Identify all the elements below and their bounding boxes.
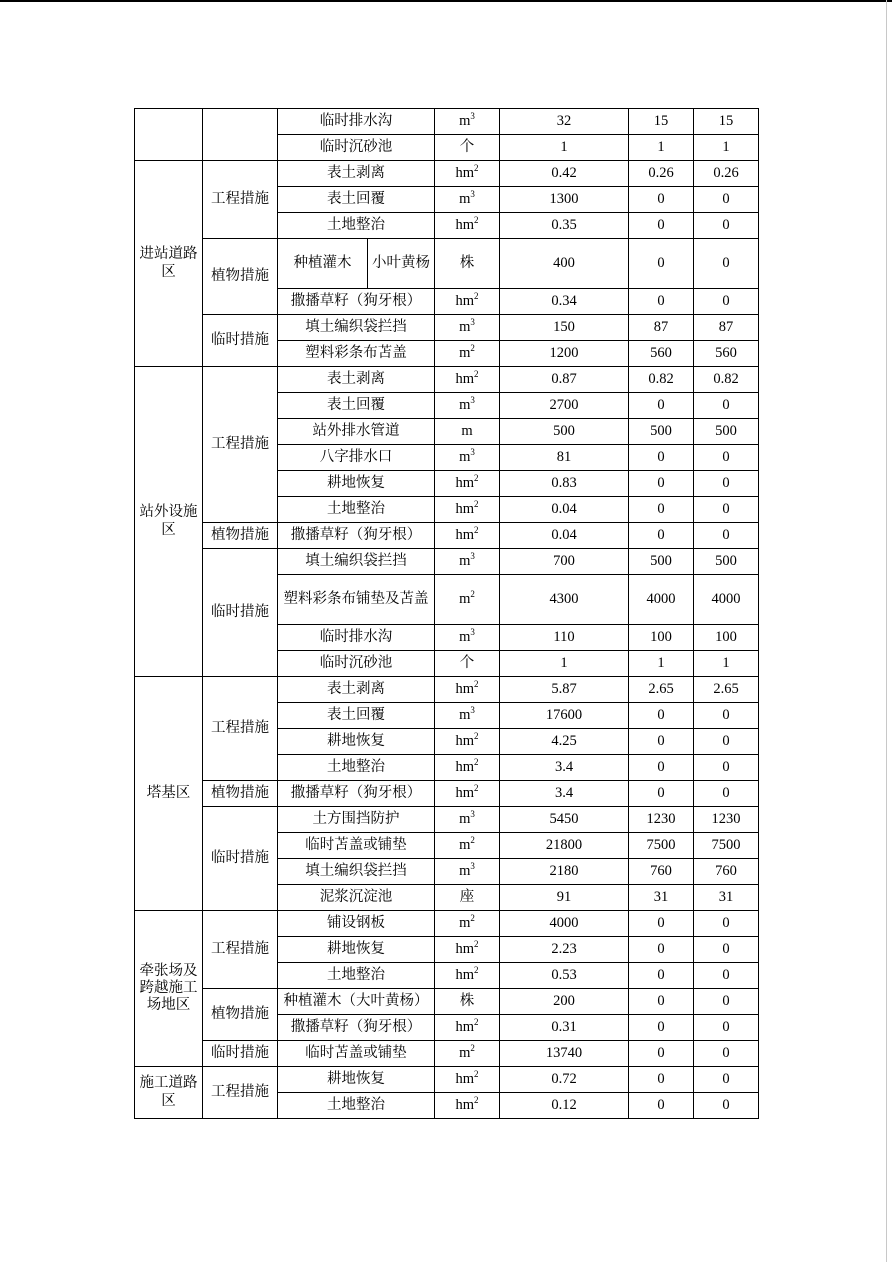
verified-cell: 0 [694, 755, 759, 781]
measure-cell: 土方围挡防护 [278, 807, 435, 833]
unit-cell [435, 523, 500, 549]
unit-cell [435, 651, 500, 677]
unit-label: hm [455, 164, 475, 181]
completed-cell: 0 [629, 1067, 694, 1093]
planned-cell: 0.42 [500, 161, 629, 187]
table-body [135, 109, 759, 1119]
verified-cell: 560 [694, 341, 759, 367]
unit-label: hm [455, 732, 475, 749]
unit-cell [435, 729, 500, 755]
completed-cell: 0 [629, 781, 694, 807]
planned-cell: 1 [500, 135, 629, 161]
verified-cell: 0 [694, 497, 759, 523]
unit-cell [435, 625, 500, 651]
table-row [135, 549, 759, 575]
measure-cell: 塑料彩条布苫盖 [278, 341, 435, 367]
measure-cell: 表土回覆 [278, 187, 435, 213]
unit-label: m [459, 112, 471, 129]
measure-sub-cell: 小叶黄杨 [368, 239, 435, 289]
category-cell: 植物措施 [203, 781, 278, 807]
completed-cell: 0 [629, 703, 694, 729]
unit-exponent: 2 [474, 1068, 479, 1079]
measure-cell: 塑料彩条布铺垫及苫盖 [278, 575, 435, 625]
completed-cell: 31 [629, 885, 694, 911]
unit-label: m [459, 628, 471, 645]
planned-cell: 0.12 [500, 1093, 629, 1119]
area-cell: 牵张场及跨越施工场地区 [135, 911, 203, 1067]
unit-cell [435, 1015, 500, 1041]
measure-cell: 土地整治 [278, 497, 435, 523]
measure-cell: 撒播草籽（狗牙根） [278, 781, 435, 807]
planned-cell: 5450 [500, 807, 629, 833]
unit-cell [435, 445, 500, 471]
completed-cell: 0.82 [629, 367, 694, 393]
planned-cell: 2700 [500, 393, 629, 419]
planned-cell: 0.04 [500, 523, 629, 549]
planned-cell: 5.87 [500, 677, 629, 703]
measure-cell: 站外排水管道 [278, 419, 435, 445]
planned-cell: 0.83 [500, 471, 629, 497]
table-row [135, 677, 759, 703]
unit-label: hm [455, 1070, 475, 1087]
unit-cell [435, 187, 500, 213]
completed-cell: 1 [629, 651, 694, 677]
unit-exponent: 2 [474, 782, 479, 793]
measure-cell: 临时苫盖或铺垫 [278, 833, 435, 859]
table-row [135, 807, 759, 833]
planned-cell: 0.35 [500, 213, 629, 239]
unit-exponent: 2 [470, 1042, 475, 1053]
measure-cell: 土地整治 [278, 1093, 435, 1119]
unit-label: m [459, 1044, 471, 1061]
completed-cell: 0 [629, 213, 694, 239]
verified-cell: 0 [694, 703, 759, 729]
completed-cell: 0 [629, 1093, 694, 1119]
unit-cell [435, 239, 500, 289]
verified-cell: 0 [694, 989, 759, 1015]
planned-cell: 91 [500, 885, 629, 911]
measure-cell: 土地整治 [278, 963, 435, 989]
verified-cell: 0 [694, 289, 759, 315]
unit-label: m [459, 590, 471, 607]
verified-cell: 760 [694, 859, 759, 885]
unit-exponent: 2 [474, 1016, 479, 1027]
measure-cell: 种植灌木 [278, 239, 368, 289]
unit-cell [435, 367, 500, 393]
completed-cell: 1230 [629, 807, 694, 833]
unit-cell [435, 755, 500, 781]
completed-cell: 560 [629, 341, 694, 367]
verified-cell: 15 [694, 109, 759, 135]
unit-cell [435, 937, 500, 963]
unit-label: hm [455, 474, 475, 491]
completed-cell: 0 [629, 523, 694, 549]
unit-exponent: 2 [474, 214, 479, 225]
unit-label: hm [455, 680, 475, 697]
unit-cell [435, 213, 500, 239]
unit-exponent: 3 [470, 626, 475, 637]
planned-cell: 32 [500, 109, 629, 135]
measure-cell: 撒播草籽（狗牙根） [278, 523, 435, 549]
completed-cell: 2.65 [629, 677, 694, 703]
planned-cell: 500 [500, 419, 629, 445]
verified-cell: 500 [694, 549, 759, 575]
verified-cell: 1 [694, 135, 759, 161]
unit-label: hm [455, 216, 475, 233]
unit-exponent: 3 [470, 446, 475, 457]
unit-cell [435, 161, 500, 187]
unit-label: hm [455, 784, 475, 801]
unit-exponent: 2 [474, 1094, 479, 1105]
unit-exponent: 3 [470, 316, 475, 327]
planned-cell: 0.53 [500, 963, 629, 989]
measure-cell: 填土编织袋拦挡 [278, 859, 435, 885]
unit-cell [435, 419, 500, 445]
category-cell: 工程措施 [203, 367, 278, 523]
planned-cell: 17600 [500, 703, 629, 729]
unit-exponent: 2 [474, 498, 479, 509]
unit-exponent: 2 [470, 342, 475, 353]
completed-cell: 760 [629, 859, 694, 885]
planned-cell: 0.87 [500, 367, 629, 393]
planned-cell: 4300 [500, 575, 629, 625]
planned-cell: 0.34 [500, 289, 629, 315]
area-cell: 站外设施区 [135, 367, 203, 677]
measure-cell: 耕地恢复 [278, 937, 435, 963]
planned-cell: 0.31 [500, 1015, 629, 1041]
unit-label: m [459, 396, 471, 413]
completed-cell: 0 [629, 911, 694, 937]
category-cell: 植物措施 [203, 523, 278, 549]
unit-exponent: 3 [470, 394, 475, 405]
planned-cell: 400 [500, 239, 629, 289]
unit-cell [435, 109, 500, 135]
measure-cell: 八字排水口 [278, 445, 435, 471]
planned-cell: 4.25 [500, 729, 629, 755]
unit-cell [435, 859, 500, 885]
planned-cell: 150 [500, 315, 629, 341]
measure-cell: 种植灌木（大叶黄杨） [278, 989, 435, 1015]
verified-cell: 0 [694, 911, 759, 937]
category-cell: 临时措施 [203, 1041, 278, 1067]
completed-cell: 7500 [629, 833, 694, 859]
unit-exponent: 3 [470, 808, 475, 819]
verified-cell: 0 [694, 187, 759, 213]
unit-label: m [459, 190, 471, 207]
planned-cell: 1 [500, 651, 629, 677]
verified-cell: 0 [694, 523, 759, 549]
completed-cell: 500 [629, 549, 694, 575]
category-cell: 临时措施 [203, 549, 278, 677]
verified-cell: 4000 [694, 575, 759, 625]
measure-cell: 临时苫盖或铺垫 [278, 1041, 435, 1067]
measure-cell: 临时排水沟 [278, 109, 435, 135]
unit-label: hm [455, 292, 475, 309]
unit-label: hm [455, 370, 475, 387]
unit-exponent: 2 [470, 588, 475, 599]
completed-cell: 0 [629, 445, 694, 471]
measure-cell: 撒播草籽（狗牙根） [278, 1015, 435, 1041]
unit-exponent: 2 [474, 368, 479, 379]
planned-cell: 3.4 [500, 781, 629, 807]
category-cell: 工程措施 [203, 911, 278, 989]
completed-cell: 0 [629, 1041, 694, 1067]
completed-cell: 0 [629, 963, 694, 989]
completed-cell: 0 [629, 989, 694, 1015]
completed-cell: 0 [629, 755, 694, 781]
unit-label: 株 [459, 254, 475, 271]
verified-cell: 0 [694, 471, 759, 497]
unit-exponent: 3 [470, 704, 475, 715]
verified-cell: 2.65 [694, 677, 759, 703]
unit-label: hm [455, 1096, 475, 1113]
completed-cell: 0 [629, 1015, 694, 1041]
table-row [135, 109, 759, 135]
unit-cell [435, 963, 500, 989]
unit-cell [435, 1067, 500, 1093]
measure-cell: 填土编织袋拦挡 [278, 549, 435, 575]
unit-cell [435, 781, 500, 807]
unit-exponent: 2 [474, 678, 479, 689]
verified-cell: 0 [694, 445, 759, 471]
category-cell: 临时措施 [203, 315, 278, 367]
page-right-edge [886, 0, 887, 1262]
unit-cell [435, 341, 500, 367]
unit-cell [435, 549, 500, 575]
planned-cell: 700 [500, 549, 629, 575]
verified-cell: 0 [694, 393, 759, 419]
table-row [135, 1041, 759, 1067]
unit-label: hm [455, 966, 475, 983]
verified-cell: 0 [694, 1015, 759, 1041]
area-cell: 进站道路区 [135, 161, 203, 367]
verified-cell: 0 [694, 729, 759, 755]
measure-cell: 表土剥离 [278, 161, 435, 187]
verified-cell: 0 [694, 781, 759, 807]
unit-exponent: 2 [474, 162, 479, 173]
unit-exponent: 3 [470, 110, 475, 121]
category-cell [203, 109, 278, 161]
unit-exponent: 3 [470, 188, 475, 199]
unit-label: 个 [459, 654, 475, 671]
completed-cell: 0 [629, 497, 694, 523]
measure-cell: 泥浆沉淀池 [278, 885, 435, 911]
measure-cell: 土地整治 [278, 755, 435, 781]
unit-label: 株 [459, 992, 475, 1009]
completed-cell: 0 [629, 729, 694, 755]
unit-cell [435, 807, 500, 833]
unit-cell [435, 703, 500, 729]
measure-cell: 表土回覆 [278, 703, 435, 729]
verified-cell: 0 [694, 1093, 759, 1119]
measure-cell: 填土编织袋拦挡 [278, 315, 435, 341]
planned-cell: 2.23 [500, 937, 629, 963]
measures-table [134, 108, 759, 1119]
unit-cell [435, 575, 500, 625]
verified-cell: 0 [694, 239, 759, 289]
planned-cell: 3.4 [500, 755, 629, 781]
unit-cell [435, 677, 500, 703]
table-row [135, 1067, 759, 1093]
category-cell: 临时措施 [203, 807, 278, 911]
planned-cell: 0.72 [500, 1067, 629, 1093]
planned-cell: 2180 [500, 859, 629, 885]
completed-cell: 0 [629, 937, 694, 963]
planned-cell: 4000 [500, 911, 629, 937]
table-row [135, 161, 759, 187]
category-cell: 工程措施 [203, 1067, 278, 1119]
unit-label: m [459, 706, 471, 723]
area-cell: 塔基区 [135, 677, 203, 911]
unit-cell [435, 1093, 500, 1119]
unit-cell [435, 989, 500, 1015]
verified-cell: 0 [694, 937, 759, 963]
verified-cell: 0.26 [694, 161, 759, 187]
measure-cell: 临时沉砂池 [278, 651, 435, 677]
table-row [135, 911, 759, 937]
completed-cell: 500 [629, 419, 694, 445]
unit-label: m [459, 810, 471, 827]
unit-label: m [459, 344, 471, 361]
unit-exponent: 2 [474, 290, 479, 301]
unit-label: m [459, 448, 471, 465]
measure-cell: 表土回覆 [278, 393, 435, 419]
planned-cell: 110 [500, 625, 629, 651]
unit-cell [435, 911, 500, 937]
completed-cell: 15 [629, 109, 694, 135]
unit-label: hm [455, 758, 475, 775]
measure-cell: 临时排水沟 [278, 625, 435, 651]
table-row [135, 523, 759, 549]
unit-label: m [459, 862, 471, 879]
completed-cell: 100 [629, 625, 694, 651]
verified-cell: 0 [694, 1067, 759, 1093]
category-cell: 植物措施 [203, 989, 278, 1041]
verified-cell: 0.82 [694, 367, 759, 393]
unit-cell [435, 315, 500, 341]
table-row [135, 367, 759, 393]
unit-exponent: 2 [474, 472, 479, 483]
unit-exponent: 2 [470, 912, 475, 923]
unit-cell [435, 1041, 500, 1067]
unit-label: m [459, 836, 471, 853]
planned-cell: 13740 [500, 1041, 629, 1067]
measure-cell: 铺设钢板 [278, 911, 435, 937]
verified-cell: 100 [694, 625, 759, 651]
category-cell: 工程措施 [203, 161, 278, 239]
measure-cell: 耕地恢复 [278, 729, 435, 755]
planned-cell: 1200 [500, 341, 629, 367]
unit-label: 个 [459, 138, 475, 155]
measure-cell: 表土剥离 [278, 677, 435, 703]
table-row [135, 989, 759, 1015]
unit-cell [435, 289, 500, 315]
verified-cell: 0 [694, 963, 759, 989]
planned-cell: 200 [500, 989, 629, 1015]
completed-cell: 0 [629, 239, 694, 289]
completed-cell: 87 [629, 315, 694, 341]
unit-label: hm [455, 500, 475, 517]
verified-cell: 1 [694, 651, 759, 677]
table-row [135, 315, 759, 341]
planned-cell: 0.04 [500, 497, 629, 523]
completed-cell: 0 [629, 393, 694, 419]
unit-label: hm [455, 940, 475, 957]
area-cell: 施工道路区 [135, 1067, 203, 1119]
completed-cell: 0 [629, 471, 694, 497]
planned-cell: 21800 [500, 833, 629, 859]
verified-cell: 87 [694, 315, 759, 341]
table-row [135, 781, 759, 807]
unit-cell [435, 471, 500, 497]
unit-label: m [459, 552, 471, 569]
verified-cell: 31 [694, 885, 759, 911]
measure-cell: 土地整治 [278, 213, 435, 239]
unit-label: hm [455, 526, 475, 543]
measure-cell: 耕地恢复 [278, 1067, 435, 1093]
verified-cell: 0 [694, 1041, 759, 1067]
unit-exponent: 2 [474, 524, 479, 535]
unit-cell [435, 833, 500, 859]
area-cell [135, 109, 203, 161]
unit-exponent: 3 [470, 860, 475, 871]
unit-exponent: 2 [474, 730, 479, 741]
category-cell: 植物措施 [203, 239, 278, 315]
verified-cell: 0 [694, 213, 759, 239]
completed-cell: 0.26 [629, 161, 694, 187]
unit-exponent: 2 [474, 938, 479, 949]
completed-cell: 4000 [629, 575, 694, 625]
verified-cell: 1230 [694, 807, 759, 833]
planned-cell: 81 [500, 445, 629, 471]
table-row [135, 239, 759, 289]
measure-cell: 表土剥离 [278, 367, 435, 393]
unit-cell [435, 885, 500, 911]
unit-cell [435, 135, 500, 161]
unit-exponent: 3 [470, 550, 475, 561]
planned-cell: 1300 [500, 187, 629, 213]
unit-label: m [459, 914, 471, 931]
measure-cell: 撒播草籽（狗牙根） [278, 289, 435, 315]
page-top-border [0, 0, 892, 2]
category-cell: 工程措施 [203, 677, 278, 781]
verified-cell: 7500 [694, 833, 759, 859]
unit-label: hm [455, 1018, 475, 1035]
unit-label: 座 [459, 888, 475, 905]
completed-cell: 1 [629, 135, 694, 161]
unit-label: m [461, 422, 473, 439]
unit-cell [435, 393, 500, 419]
unit-exponent: 2 [470, 834, 475, 845]
unit-label: m [459, 318, 471, 335]
verified-cell: 500 [694, 419, 759, 445]
unit-exponent: 2 [474, 756, 479, 767]
measure-cell: 临时沉砂池 [278, 135, 435, 161]
unit-cell [435, 497, 500, 523]
measure-cell: 耕地恢复 [278, 471, 435, 497]
completed-cell: 0 [629, 187, 694, 213]
completed-cell: 0 [629, 289, 694, 315]
unit-exponent: 2 [474, 964, 479, 975]
